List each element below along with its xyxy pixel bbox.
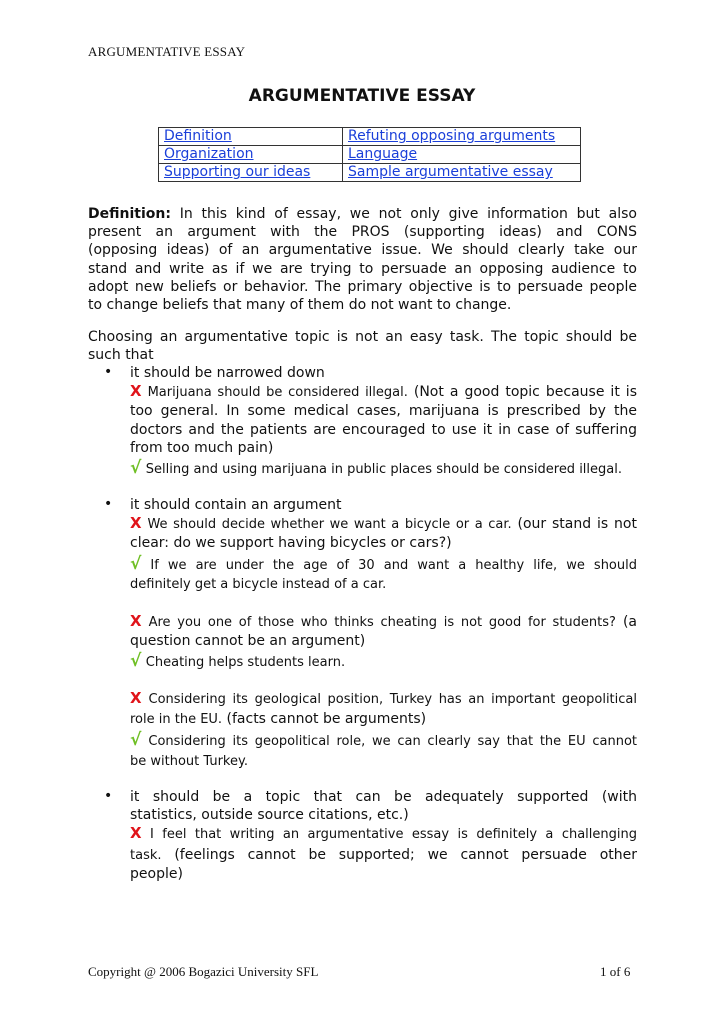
cross-icon: X <box>130 612 142 630</box>
example-note: clear: do we support having bicycles or cars?) <box>130 535 452 552</box>
cross-icon: X <box>130 689 142 707</box>
definition-line: to change beliefs that many of them do not want to change. <box>88 297 512 314</box>
check-icon: √ <box>130 458 142 479</box>
toc-row <box>159 128 581 146</box>
good-example: Cheating helps students learn. <box>145 655 346 671</box>
example-note: (our stand is not <box>511 516 637 533</box>
toc-cell <box>343 128 581 146</box>
bad-example: We should decide whether we want a bicycle or a car. <box>147 517 512 533</box>
cross-icon: X <box>130 514 142 533</box>
example-note: people) <box>130 865 183 882</box>
good-example: If we are under the age of 30 and want a healthy life, we should <box>141 557 637 573</box>
toc-cell <box>159 146 343 164</box>
check-icon: √ <box>130 651 142 672</box>
point-heading: it should be narrowed down <box>130 365 325 381</box>
example-note: (a <box>615 614 637 630</box>
intro-line: Choosing an argumentative topic is not an easy task. The topic should be <box>88 329 637 345</box>
link-refuting[interactable]: Refuting opposing arguments <box>348 128 556 144</box>
example-line <box>130 731 637 751</box>
intro-paragraph <box>88 328 637 364</box>
toc-cell <box>159 164 343 182</box>
bad-example: role in the EU. <box>130 712 223 728</box>
good-example: be without Turkey. <box>130 753 248 769</box>
point-2-example-2 <box>130 612 637 673</box>
toc-cell <box>343 146 581 164</box>
definition-line: (opposing ideas) of an argumentative issue. We should clearly take our <box>88 242 637 259</box>
page-title: ARGUMENTATIVE ESSAY <box>248 86 476 106</box>
example-note: question cannot be an argument) <box>130 633 366 650</box>
example-line <box>130 514 637 534</box>
point-heading: it should be a topic that can be adequately supported (with <box>130 789 637 805</box>
example-line <box>130 824 637 844</box>
bad-example: Considering its geological position, Turkey has an important geopolitical <box>148 692 637 707</box>
example-note: (Not a good topic because it is <box>407 384 637 401</box>
definition-line: adopt new beliefs or behavior. The primary objective is to persuade people <box>88 278 637 295</box>
toc-row <box>159 164 581 182</box>
point-1 <box>130 364 637 479</box>
bad-example: Are you one of those who thinks cheating is not good for students? <box>148 615 616 630</box>
footer-copyright: Copyright @ 2006 Bogazici University SFL <box>88 964 319 979</box>
point-heading: it should contain an argument <box>130 497 342 513</box>
point-2-example-3 <box>130 689 637 771</box>
example-note: doctors and the patients are encouraged to use it in case of suffering <box>130 421 637 438</box>
definition-line: stand and write as if we are trying to persuade an opposing audience to <box>88 260 637 277</box>
example-note: too general. In some medical cases, marijuana is prescribed by the <box>130 403 637 420</box>
cross-icon: X <box>130 382 142 401</box>
toc-row <box>159 146 581 164</box>
example-line <box>130 612 637 632</box>
example-line <box>130 689 637 709</box>
bullet-marker: • <box>104 496 113 512</box>
example-note: from too much pain) <box>130 439 274 456</box>
point-2 <box>130 496 637 594</box>
toc-cell <box>159 128 343 146</box>
example-line <box>130 382 637 402</box>
example-line <box>130 710 637 729</box>
link-sample-essay[interactable]: Sample argumentative essay <box>348 164 553 180</box>
bullet-marker: • <box>104 364 113 380</box>
definition-text: In this kind of essay, we not only give information but also <box>170 206 637 222</box>
good-example: Selling and using marijuana in public places should be considered illegal. <box>145 462 622 478</box>
example-note: (feelings cannot be supported; we cannot persuade other <box>161 846 637 863</box>
example-line <box>130 555 637 575</box>
example-line <box>130 652 637 672</box>
point-heading: statistics, outside source citations, etc.) <box>130 807 409 824</box>
toc-table <box>158 127 581 182</box>
example-note: (facts cannot be arguments) <box>222 711 427 728</box>
bad-example: I feel that writing an argumentative essay is definitely a challenging <box>141 827 637 843</box>
bad-example: task. <box>130 847 162 863</box>
bad-example: Marijuana should be considered illegal. <box>147 385 408 401</box>
definition-line <box>88 205 637 223</box>
check-icon: √ <box>130 553 142 574</box>
good-example: Considering its geopolitical role, we can clearly say that the EU cannot <box>148 734 638 750</box>
link-organization[interactable]: Organization <box>164 146 254 162</box>
example-line <box>130 846 637 865</box>
toc-cell <box>343 164 581 182</box>
intro-line: such that <box>88 347 154 364</box>
good-example: definitely get a bicycle instead of a car. <box>130 576 387 592</box>
link-supporting[interactable]: Supporting our ideas <box>164 164 311 180</box>
example-line <box>130 459 637 479</box>
link-definition[interactable]: Definition <box>164 128 232 144</box>
definition-paragraph <box>88 205 637 314</box>
running-header: ARGUMENTATIVE ESSAY <box>88 44 246 59</box>
check-icon: √ <box>130 730 142 751</box>
link-language[interactable]: Language <box>348 146 418 162</box>
cross-icon: X <box>130 824 142 843</box>
definition-line: present an argument with the PROS (supporting ideas) and CONS <box>88 224 637 241</box>
point-3 <box>130 788 637 883</box>
footer-page-number: 1 of 6 <box>600 964 631 979</box>
definition-label: Definition: <box>88 206 171 222</box>
bullet-marker: • <box>104 788 113 804</box>
